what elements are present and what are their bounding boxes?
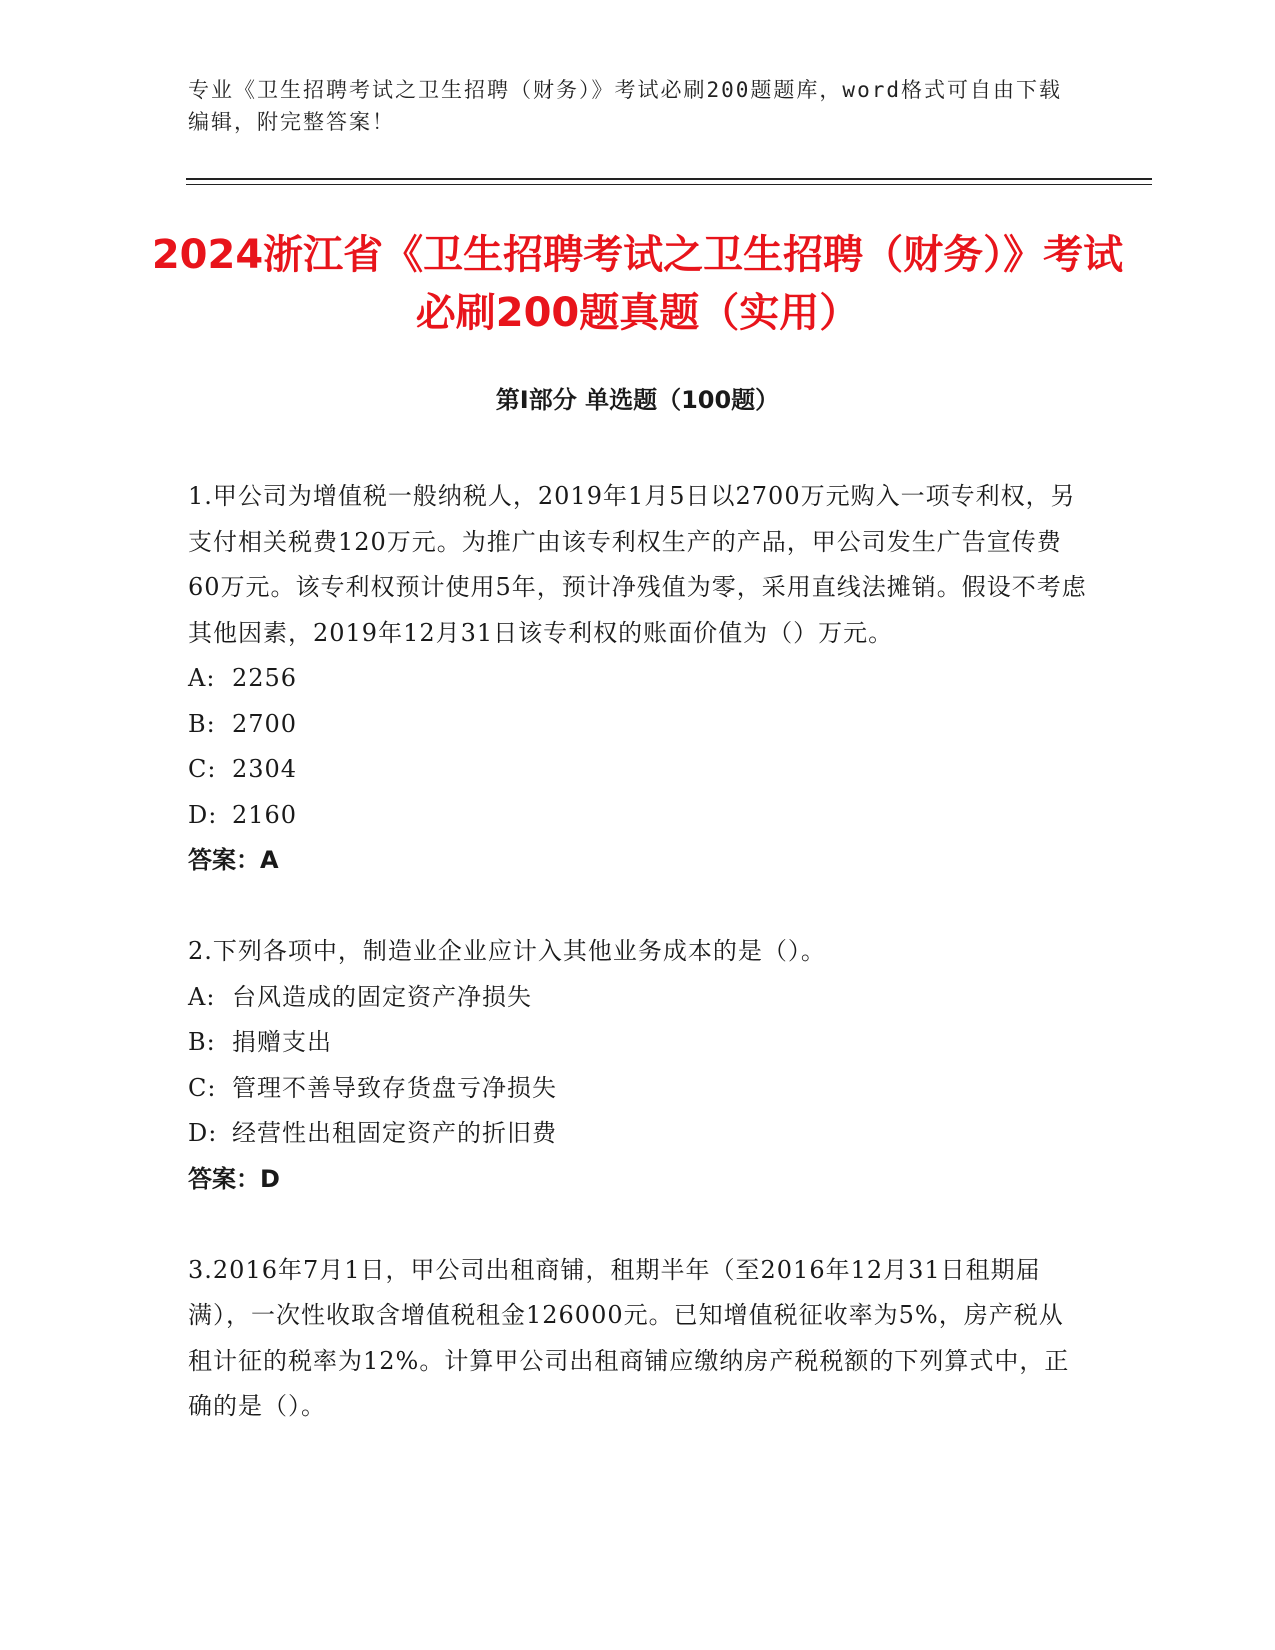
option-text: 管理不善导致存货盘亏净损失 [232,1073,557,1102]
option-text: 2160 [232,800,298,829]
section-heading: 第I部分 单选题（100题） [495,386,780,414]
option-text: 2304 [232,755,298,783]
option-text: 2256 [232,664,298,692]
option-text: 台风造成的固定资产净损失 [232,982,532,1011]
option-text: 2700 [232,709,298,738]
question-stem: 3.2016年7月1日，甲公司出租商铺，租期半年（至2016年12月31日租期届满），一次性收取含增值税租金126000元。已知增值税征收率为5%，房产税从租计征的税率为12%。计算甲公司出租商铺应缴纳房产税税额的下列算式中，正确的是（）。 [188,1255,1070,1420]
header-note: 专业《卫生招聘考试之卫生招聘（财务）》考试必刷200题题库，word格式可自由下载编辑，附完整答案！ [188,78,1062,134]
option-d [188,793,1088,839]
question-2 [188,929,1088,1202]
option-key: B: [188,1028,216,1056]
question-3 [188,1248,1088,1430]
option-a [188,656,1088,702]
option-c [188,747,1088,793]
option-text: 捐赠支出 [232,1028,332,1056]
option-key: B: [188,709,216,738]
option-text: 经营性出租固定资产的折旧费 [232,1119,557,1147]
option-key: A: [188,982,216,1011]
option-c [188,1066,1088,1112]
question-stem: 2.下列各项中，制造业企业应计入其他业务成本的是（）。 [188,937,826,965]
option-b [188,1020,1088,1066]
document-title: 2024浙江省《卫生招聘考试之卫生招聘（财务）》考试必刷200题真题（实用） [151,232,1124,336]
option-key: A: [188,664,216,692]
answer-line: 答案：A [188,846,279,874]
header-divider-thin [186,184,1152,185]
option-a [188,975,1088,1021]
question-1 [188,474,1088,884]
answer-line: 答案：D [188,1164,280,1193]
option-b [188,702,1088,748]
option-d [188,1111,1088,1157]
header-divider-thick [186,178,1152,180]
option-key: C: [188,1073,217,1102]
question-stem: 1.甲公司为增值税一般纳税人，2019年1月5日以2700万元购入一项专利权，另支付相关税费120万元。为推广由该专利权生产的产品，甲公司发生广告宣传费60万元。该专利权预计使用5年，预计净残值为零，采用直线法摊销。假设不考虑其他因素，2019年12月31日该专利权的账面价值为（）万元。 [188,482,1087,647]
option-key: D: [188,1119,218,1147]
question-list [188,474,1088,1430]
option-key: C: [188,755,217,783]
option-key: D: [188,800,218,829]
